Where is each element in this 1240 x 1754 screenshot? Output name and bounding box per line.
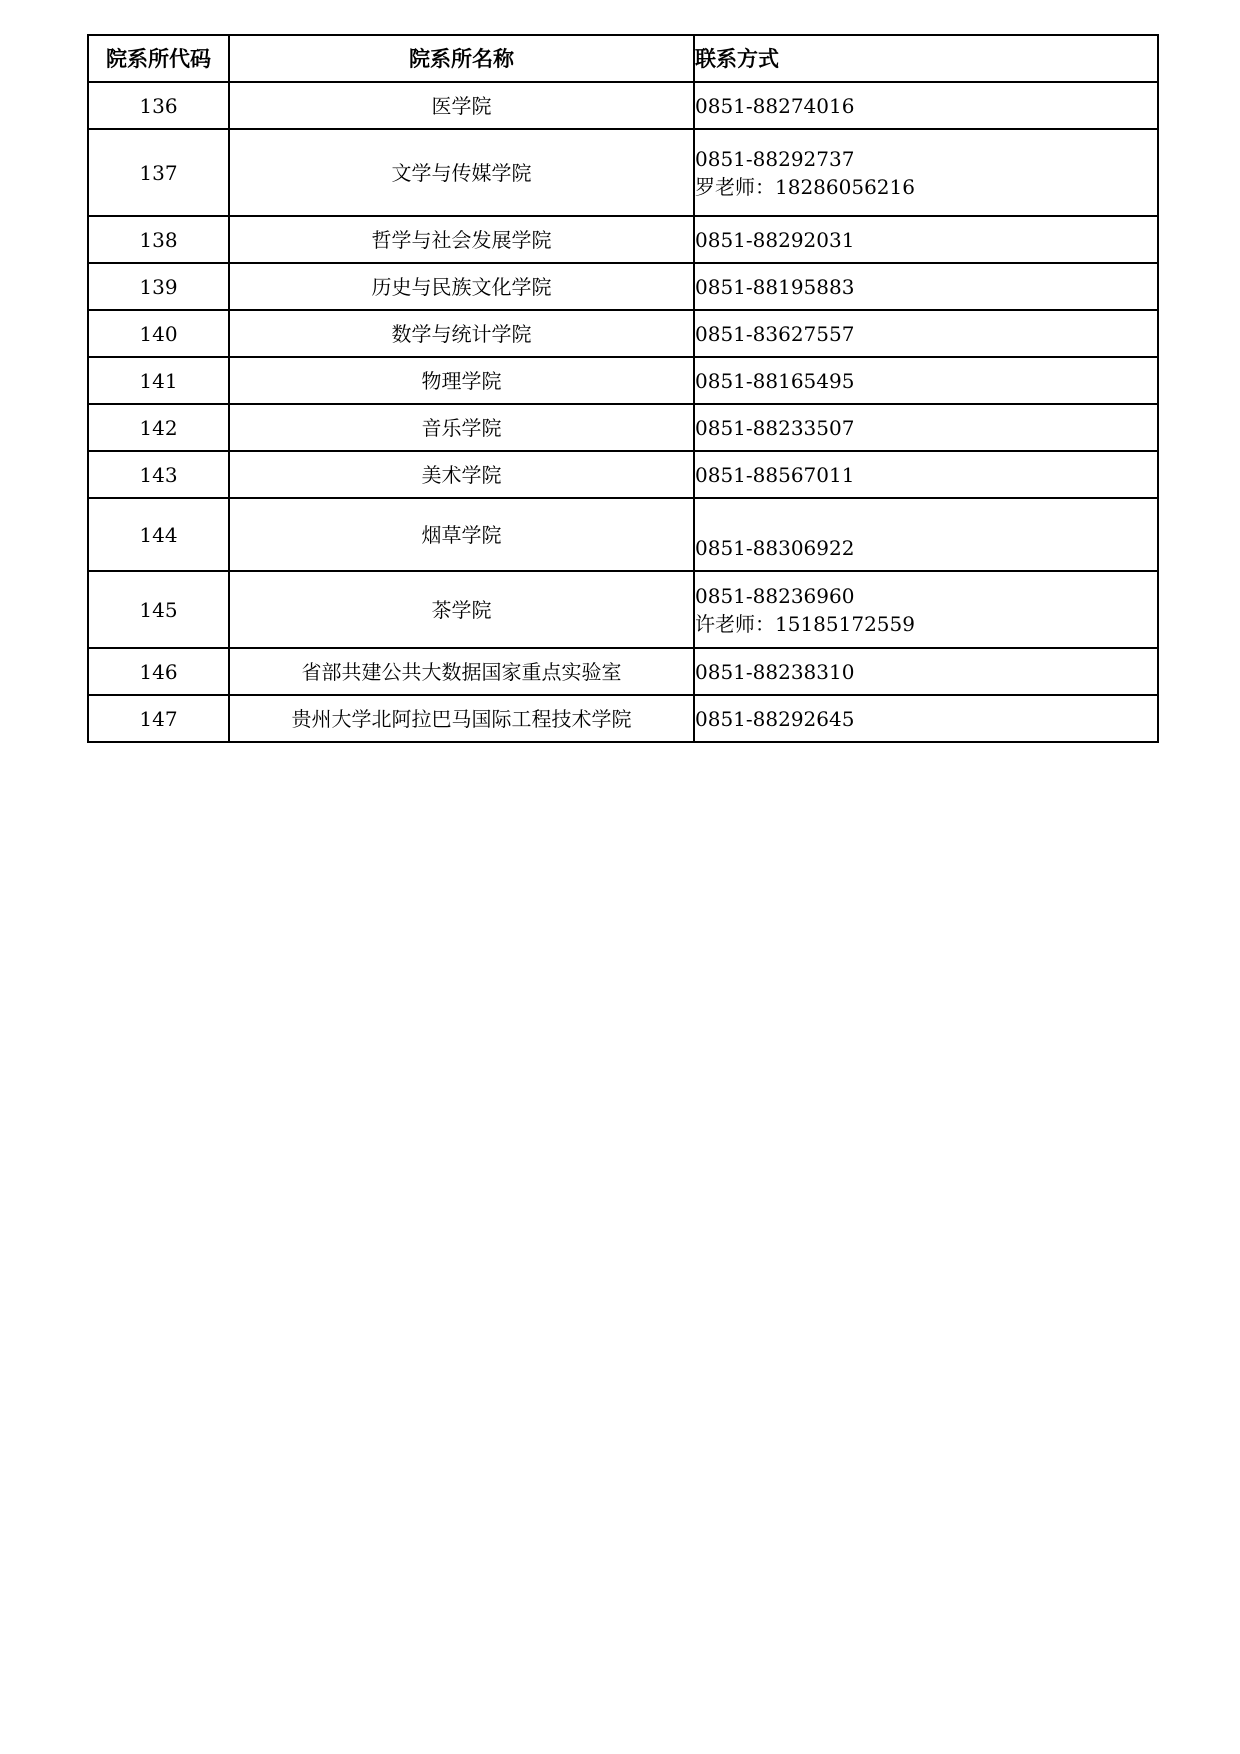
- header-department-name: 院系所名称: [229, 35, 694, 82]
- department-code: 145: [88, 571, 229, 648]
- department-name: 医学院: [229, 82, 694, 129]
- department-contact: [694, 695, 1158, 742]
- table-row: [88, 310, 1158, 357]
- department-contact: [694, 263, 1158, 310]
- header-contact: 联系方式: [694, 35, 1158, 82]
- header-department-code: 院系所代码: [88, 35, 229, 82]
- table-row: [88, 129, 1158, 216]
- department-name: 烟草学院: [229, 498, 694, 571]
- table-row: [88, 571, 1158, 648]
- department-code: 140: [88, 310, 229, 357]
- department-contact: [694, 571, 1158, 648]
- department-name: 数学与统计学院: [229, 310, 694, 357]
- contact-phone: 0851-88195883: [695, 274, 855, 299]
- department-code: 144: [88, 498, 229, 571]
- contact-phone: 0851-88165495: [695, 368, 855, 393]
- department-contact: [694, 404, 1158, 451]
- contact-person: 许老师：15185172559: [695, 611, 915, 636]
- department-code: 146: [88, 648, 229, 695]
- contact-phone: 0851-88567011: [695, 462, 855, 487]
- contact-phone: 0851-88236960: [695, 583, 855, 608]
- table-row: [88, 263, 1158, 310]
- department-name: 美术学院: [229, 451, 694, 498]
- department-name: 贵州大学北阿拉巴马国际工程技术学院: [229, 695, 694, 742]
- department-code: 137: [88, 129, 229, 216]
- contact-phone: 0851-88274016: [695, 93, 855, 118]
- department-name: 物理学院: [229, 357, 694, 404]
- table-row: [88, 82, 1158, 129]
- contact-phone: 0851-88238310: [695, 659, 855, 684]
- department-contact: [694, 357, 1158, 404]
- department-code: 138: [88, 216, 229, 263]
- department-name: 历史与民族文化学院: [229, 263, 694, 310]
- contact-phone: 0851-83627557: [695, 321, 855, 346]
- department-code: 139: [88, 263, 229, 310]
- department-name: 茶学院: [229, 571, 694, 648]
- department-code: 141: [88, 357, 229, 404]
- department-name: 音乐学院: [229, 404, 694, 451]
- table-row: [88, 695, 1158, 742]
- table-row: [88, 451, 1158, 498]
- table-row: [88, 404, 1158, 451]
- contact-phone: 0851-88292737: [695, 146, 855, 171]
- contact-person: 罗老师：18286056216: [695, 174, 915, 199]
- contact-phone: 0851-88306922: [695, 536, 855, 560]
- contact-phone: 0851-88292031: [695, 227, 855, 252]
- table-row: [88, 216, 1158, 263]
- contact-phone: 0851-88292645: [695, 706, 855, 731]
- department-name: 文学与传媒学院: [229, 129, 694, 216]
- department-contact: [694, 451, 1158, 498]
- department-contact: [694, 498, 1158, 571]
- department-name: 哲学与社会发展学院: [229, 216, 694, 263]
- department-contact: [694, 129, 1158, 216]
- table-header-row: [88, 35, 1158, 82]
- department-code: 142: [88, 404, 229, 451]
- department-contact: [694, 82, 1158, 129]
- department-code: 143: [88, 451, 229, 498]
- department-code: 136: [88, 82, 229, 129]
- table-row: [88, 648, 1158, 695]
- department-contact: [694, 216, 1158, 263]
- department-code: 147: [88, 695, 229, 742]
- contact-phone: 0851-88233507: [695, 415, 855, 440]
- table-row: [88, 498, 1158, 571]
- department-name: 省部共建公共大数据国家重点实验室: [229, 648, 694, 695]
- department-contact: [694, 648, 1158, 695]
- table-row: [88, 357, 1158, 404]
- department-contact: [694, 310, 1158, 357]
- department-contact-table: [87, 34, 1159, 743]
